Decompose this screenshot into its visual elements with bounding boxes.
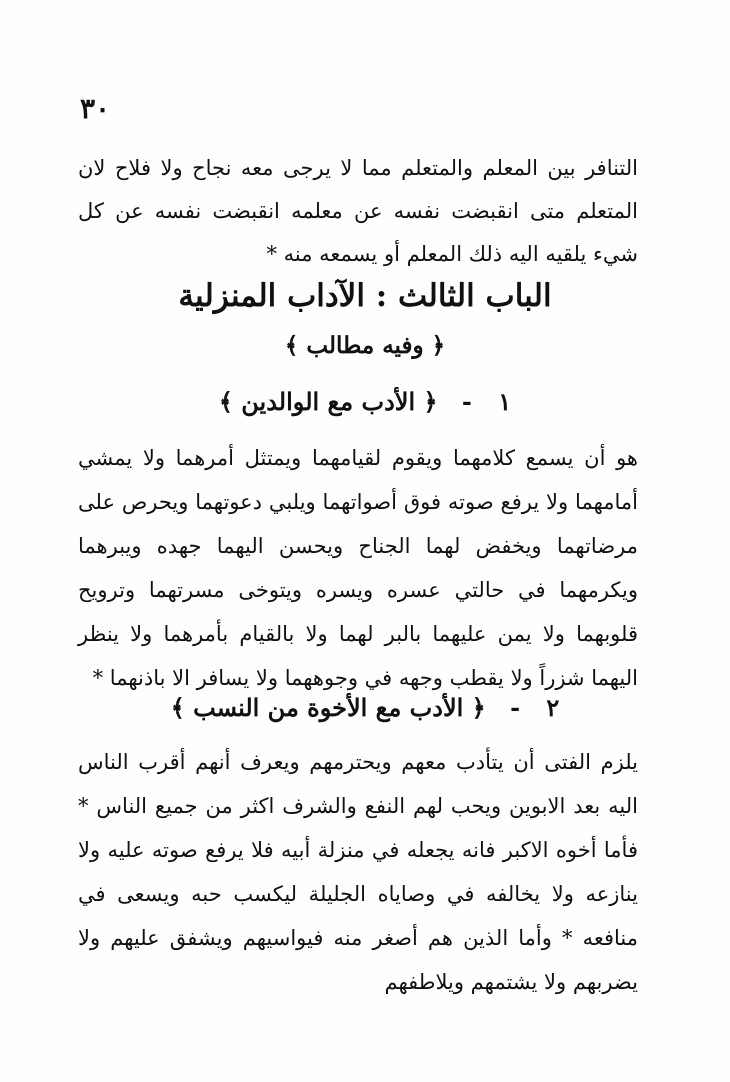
section-number: ١ bbox=[498, 387, 512, 416]
paragraph-teacher-student: التنافر بين المعلم والمتعلم مما لا يرجى معه نجاح ولا فلاح لان المتعلم متى انقبضت نفسه عن معلمه انقبضت نفسه عن كل شيء يلقيه اليه ذلك المعلم أو يسمعه منه * bbox=[78, 156, 638, 266]
paragraph-siblings: يلزم الفتى أن يتأدب معهم ويحترمهم ويعرف أنهم أقرب الناس اليه بعد الابوين ويحب لهم النفع والشرف اكثر من جميع الناس * فأما أخوه الاكبر فانه يجعله في منزلة أبيه فلا يرفع صوته عليه ولا ينازعه ولا يخالفه في وصاياه الجليلة ليكسب حبه ويسعى في منافعه * وأما الذين هم أصغر منه فيواسيهم ويشفق عليهم ولا يضربهم ولا يشتمهم ويلاطفهم bbox=[78, 750, 638, 994]
paragraph-parents: هو أن يسمع كلامهما ويقوم لقيامهما ويمتثل أمرهما ولا يمشي أمامهما ولا يرفع صوته فوق أصواتهما ويلبي دعوتهما ويحرص على مرضاتهما ويخفض لهما الجناح ويحسن اليهما جهده ويبرهما ويكرمهما في حالتي عسره ويسره ويتوخى مسرتهما وترويح قلوبهما ولا يمن عليهما بالبر لهما ولا بالقيام بأمرهما ولا ينظر اليهما شزراً ولا يقطب وجهه في وجوههما ولا يسافر الا باذنهما * bbox=[78, 446, 638, 690]
section-heading-parents bbox=[0, 387, 730, 416]
chapter-title: الباب الثالث : الآداب المنزلية bbox=[178, 278, 552, 314]
section-title: ﴿ الأدب مع الأخوة من النسب ﴾ bbox=[170, 693, 486, 722]
section-dash: - bbox=[461, 387, 472, 416]
section-number: ٢ bbox=[546, 693, 560, 722]
section-heading-siblings bbox=[0, 693, 730, 722]
section-dash: - bbox=[510, 693, 521, 722]
section-title: ﴿ الأدب مع الوالدين ﴾ bbox=[218, 387, 438, 416]
chapter-subtitle: ﴿ وفيه مطالب ﴾ bbox=[284, 332, 446, 359]
page-number: ٣٠ bbox=[80, 92, 111, 125]
